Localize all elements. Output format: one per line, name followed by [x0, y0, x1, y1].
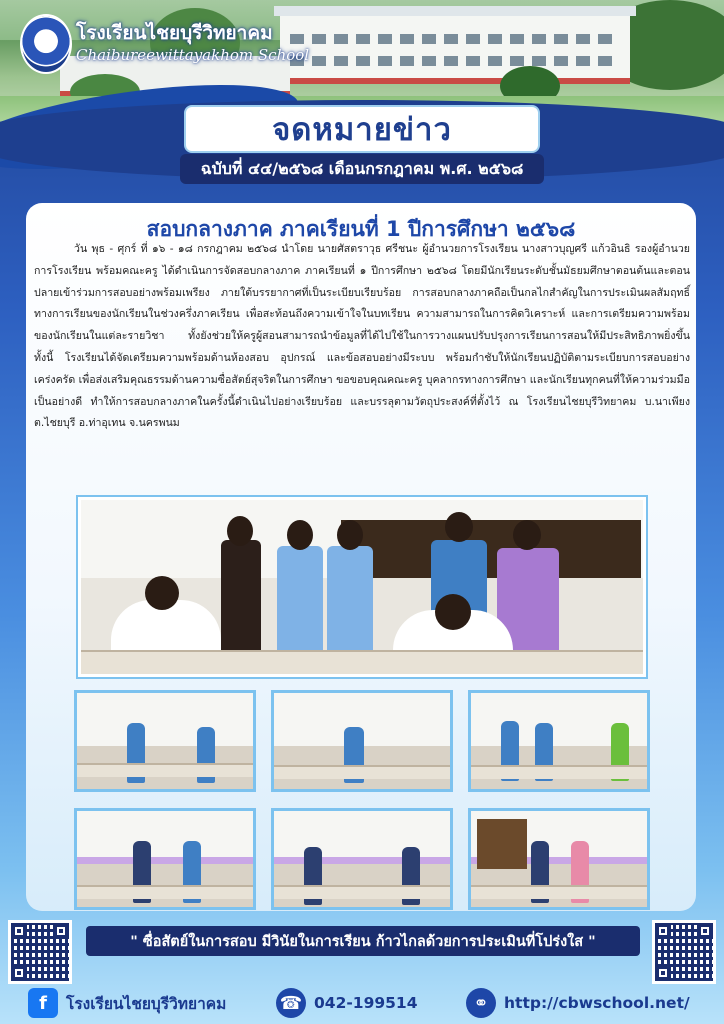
school-name-en: Chaibureewittayakhom School: [76, 46, 310, 64]
phone-icon: ☎: [276, 988, 306, 1018]
qr-code-right[interactable]: [652, 920, 716, 984]
exam-photo-3: [468, 690, 650, 792]
article-body: วัน พุธ - ศุกร์ ที่ ๑๖ - ๑๘ กรกฎาคม ๒๕๖๘ นำโดย นายศัสตราวุธ ศรีชนะ ผู้อำนวยการโรงเรียน นางสาวบุญศรี แก้วอินธิ รองผู้อำนวยการโรงเรียน พร้อมคณะครู ได้ดำเนินการจัดสอบกลางภาค ภาคเรียนที่ ๑ ปีการศึกษา ๒๕๖๘ โดยมีนักเรียนระดับชั้นมัธยมศึกษาตอนต้นและตอนปลายเข้าร่วมการสอบอย่างพร้อมเพรียง ภายใต้บรรยากาศที่เป็นระเบียบเรียบร้อย การสอบกลางภาคถือเป็นกลไกสำคัญในการประเมินผลสัมฤทธิ์ทางการเรียนของนักเรียนในช่วงครึ่งภาคเรียน เพื่อสะท้อนถึงความเข้าใจในบทเรียน ความสามารถในการคิดวิเคราะห์ และการเตรียมความพร้อมของนักเรียนในแต่ละรายวิชา ทั้งยังช่วยให้ครูผู้สอนสามารถนำข้อมูลที่ได้ไปใช้ในการวางแผนปรับปรุงการเรียนการสอนให้มีประสิทธิภาพยิ่งขึ้น ทั้งนี้ โรงเรียนได้จัดเตรียมความพร้อมด้านห้องสอบ อุปกรณ์ และข้อสอบอย่างมีระบบ พร้อมกำชับให้นักเรียนปฏิบัติตามระเบียบการสอบอย่างเคร่งครัด เพื่อส่งเสริมคุณธรรมด้านความซื่อสัตย์สุจริตในการศึกษา ขอขอบคุณคณะครู บุคลากรทางการศึกษา และนักเรียนทุกคนที่ให้ความร่วมมือเป็นอย่างดี ทำให้การสอบกลางภาคในครั้งนี้ดำเนินไปอย่างเรียบร้อย และบรรลุตามวัตถุประสงค์ที่ตั้งไว้ ณ โรงเรียนไชยบุรีวิทยาคม บ.นาเพียง ต.ไชยบุรี อ.ท่าอุเทน จ.นครพนม: [34, 243, 690, 430]
exam-photo-5: [271, 808, 453, 910]
globe-icon: ⚭: [466, 988, 496, 1018]
article-card: [26, 203, 696, 911]
school-logo: [20, 14, 72, 74]
exam-photo-6: [468, 808, 650, 910]
facebook-label: โรงเรียนไชยบุรีวิทยาคม: [66, 994, 227, 1013]
issue-label: ฉบับที่ ๔๔/๒๕๖๘ เดือนกรกฎาคม พ.ศ. ๒๕๖๘: [200, 158, 524, 178]
newsletter-title: จดหมายข่าว: [272, 112, 452, 148]
slogan-text: " ซื่อสัตย์ในการสอบ มีวินัยในการเรียน ก้าวไกลด้วยการประเมินที่โปร่งใส ": [130, 933, 596, 950]
website-link[interactable]: [466, 988, 690, 1018]
article-headline: สอบกลางภาค ภาคเรียนที่ 1 ปีการศึกษา ๒๕๖๘: [146, 217, 576, 241]
newsletter-title-box: [184, 105, 540, 153]
qr-code-left[interactable]: [8, 920, 72, 984]
facebook-icon: f: [28, 988, 58, 1018]
exam-photo-4: [74, 808, 256, 910]
issue-box: [180, 154, 544, 184]
website-label: http://cbwschool.net/: [504, 994, 690, 1012]
phone-link[interactable]: [276, 988, 418, 1018]
main-photo: [78, 497, 646, 677]
exam-photo-2: [271, 690, 453, 792]
exam-photo-1: [74, 690, 256, 792]
phone-label: 042-199514: [314, 994, 418, 1012]
slogan-box: [86, 926, 640, 956]
school-name-th: โรงเรียนไชยบุรีวิทยาคม: [76, 22, 273, 44]
facebook-link[interactable]: [28, 988, 226, 1018]
